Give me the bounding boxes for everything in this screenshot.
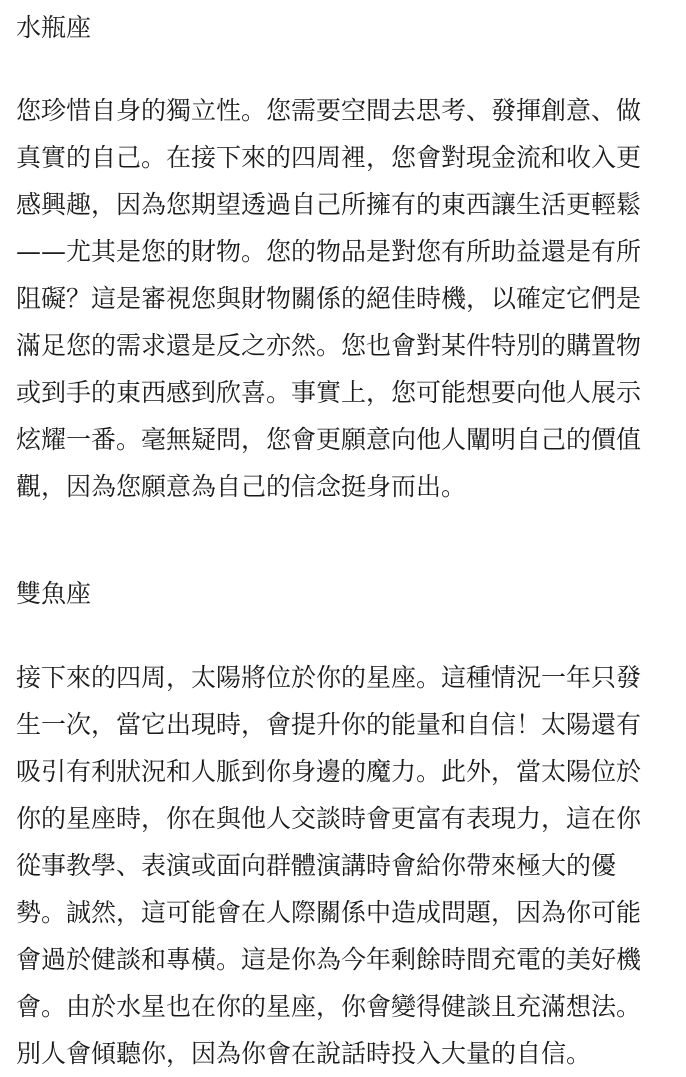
text-line: 勢。誠然，這可能會在人際關係中造成問題，因為你可能 [16,898,642,927]
text-line: 從事教學、表演或面向群體演講時會給你帶來極大的優 [16,851,617,880]
text-line: 會過於健談和專橫。這是你為今年剩餘時間充電的美好機 [16,945,642,974]
text-line: 你的星座時，你在與他人交談時會更富有表現力，這在你 [16,804,642,833]
text-line: 滿足您的需求還是反之亦然。您也會對某件特別的購置物 [16,331,642,360]
text-line: 您珍惜自身的獨立性。您需要空間去思考、發揮創意、做 [16,96,642,125]
section-title-pisces: 雙魚座 [16,579,92,608]
section-title-aquarius: 水瓶座 [16,13,92,42]
text-line: 感興趣，因為您期望透過自己所擁有的東西讓生活更輕鬆 [16,190,642,219]
text-line: 接下來的四周，太陽將位於你的星座。這種情況一年只發 [16,663,642,692]
text-line: 生一次，當它出現時，會提升你的能量和自信！太陽還有 [16,710,642,739]
text-line: 觀，因為您願意為自己的信念挺身而出。 [16,472,467,501]
section-body-aquarius [16,87,676,510]
text-line: ——尤其是您的財物。您的物品是對您有所助益還是有所 [16,237,642,266]
text-line: 炫耀一番。毫無疑問，您會更願意向他人闡明自己的價值 [16,425,642,454]
text-line: 真實的自己。在接下來的四周裡，您會對現金流和收入更 [16,143,642,172]
text-line: 別人會傾聽你，因為你會在說話時投入大量的自信。 [16,1039,592,1068]
text-line: 吸引有利狀況和人脈到你身邊的魔力。此外，當太陽位於 [16,757,642,786]
section-body-pisces [16,654,676,1077]
text-line: 或到手的東西感到欣喜。事實上，您可能想要向他人展示 [16,378,642,407]
text-line: 會。由於水星也在你的星座，你會變得健談且充滿想法。 [16,992,642,1021]
text-line: 阻礙？這是審視您與財物關係的絕佳時機，以確定它們是 [16,284,642,313]
